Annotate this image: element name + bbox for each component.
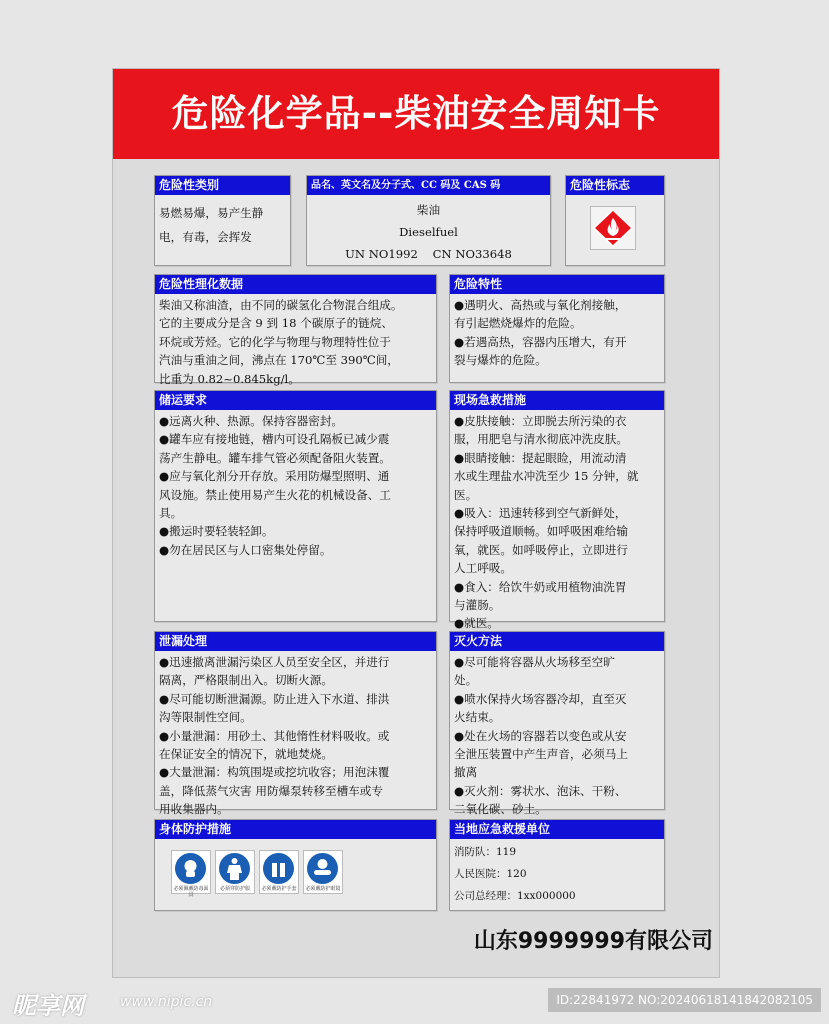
- physchem-line: 比重为 0.82~0.845kg/l。: [159, 371, 300, 386]
- gloves-icon: [259, 850, 299, 894]
- storage-line: ●远离火种、热源。保持容器密封。: [159, 414, 344, 428]
- leak-line: 盖，降低蒸气灾害 用防爆泵转移至槽车或专: [159, 783, 383, 798]
- hazard-mark-header: 危险性标志: [566, 176, 664, 195]
- leak-line: 在保证安全的情况下，就地焚烧。: [159, 747, 333, 762]
- first-aid-line: 氧，就医。如呼吸停止，立即进行: [454, 542, 628, 557]
- physchem-line: 汽油与重油之间，沸点在 170℃至 390℃间，: [159, 353, 399, 368]
- flammable-symbol-icon: [590, 206, 636, 250]
- first-aid-line: 医。: [454, 487, 478, 502]
- physchem-box: [154, 274, 437, 386]
- leak-line: ●小量泄漏：用砂土、其他惰性材料吸收。或: [159, 728, 390, 743]
- hazard-class-header: 危险性类别: [155, 176, 290, 195]
- watermark-url: www.nipic.cn: [120, 994, 213, 1010]
- emergency-header: 当地应急救援单位: [450, 820, 664, 839]
- first-aid-line: ●食入：给饮牛奶或用植物油洗胃: [454, 579, 627, 594]
- storage-header: 储运要求: [155, 391, 436, 410]
- leak-line: 隔离，严格限制出入。切断火源。: [159, 673, 333, 688]
- hazard-props-line: 有引起燃烧爆炸的危险。: [454, 316, 582, 331]
- ppe-caption: 必须戴防护手套: [261, 886, 297, 892]
- leak-line: ●尽可能切断泄漏源。防止进入下水道、排洪: [159, 691, 390, 706]
- first-aid-line: 保持呼吸道顺畅。如呼吸困难给输: [454, 524, 628, 539]
- product-name: 柴油: [416, 203, 441, 217]
- hazard-props-line: ●若遇高热，容器内压增大，有开: [454, 334, 627, 349]
- fire-box: [449, 631, 665, 817]
- hazard-props-line: 裂与爆炸的危险。: [454, 353, 547, 368]
- identity-header: 品名、英文名及分子式、CC 码及 CAS 码: [307, 176, 550, 195]
- storage-line: ●勿在居民区与人口密集处停留。: [159, 542, 332, 557]
- product-english-name: Dieselfuel: [399, 225, 458, 239]
- first-aid-line: ●皮肤接触：立即脱去所污染的衣: [454, 414, 627, 428]
- hazard-props-line: ●遇明火、高热或与氧化剂接触，: [454, 298, 627, 312]
- leak-line: ●大量泄漏：构筑围堤或挖坑收容；用泡沫覆: [159, 765, 390, 780]
- first-aid-line: 人工呼吸。: [454, 561, 512, 576]
- storage-line: 具。: [159, 506, 183, 521]
- ppe-caption: 必须穿防护服: [219, 886, 250, 892]
- first-aid-line: 与灌肠。: [454, 598, 501, 613]
- safety-card: [112, 68, 720, 978]
- first-aid-line: 服，用肥皂与清水彻底冲洗皮肤。: [454, 432, 628, 447]
- first-aid-line: 水或生理盐水冲洗至少 15 分钟，就: [454, 469, 639, 484]
- protection-header: 身体防护措施: [155, 820, 436, 839]
- physchem-header: 危险性理化数据: [155, 275, 436, 294]
- emergency-box: [449, 819, 665, 911]
- first-aid-line: ●就医。: [454, 616, 499, 631]
- physchem-line: 它的主要成分是含 9 到 18 个碳原子的链烷、: [159, 316, 393, 331]
- storage-box: [154, 390, 437, 622]
- fire-header: 灭火方法: [450, 632, 664, 651]
- storage-line: 风设施。禁止使用易产生火花的机械设备、工: [159, 487, 391, 502]
- ppe-caption: 必须戴防护眼镜: [305, 886, 341, 892]
- hospital-contact: 人民医院：120: [454, 868, 527, 880]
- hazard-props-box: [449, 274, 665, 383]
- fire-line: 二氧化碳、砂土。: [454, 802, 547, 817]
- fire-line: 火结束。: [454, 710, 501, 725]
- face-mask-icon: [171, 850, 211, 898]
- first-aid-line: ●吸入：迅速转移到空气新鲜处，: [454, 506, 627, 521]
- storage-line: ●罐车应有接地链，槽内可设孔隔板已减少震: [159, 432, 390, 447]
- ppe-caption: 必须佩戴防毒面具: [173, 886, 209, 898]
- first-aid-box: [449, 390, 665, 631]
- watermark-bar: [0, 982, 829, 1024]
- hazard-props-header: 危险特性: [450, 275, 664, 294]
- first-aid-header: 现场急救措施: [450, 391, 664, 410]
- card-title: 危险化学品--柴油安全周知卡: [171, 92, 661, 135]
- hazard-class-line: 易燃易爆，易产生静: [159, 206, 264, 220]
- manager-contact: 公司总经理：1xx000000: [454, 890, 576, 902]
- protective-suit-icon: [215, 850, 255, 894]
- fire-line: ●喷水保持火场容器冷却，直至灭: [454, 691, 627, 706]
- identity-box: [306, 175, 551, 266]
- leak-header: 泄漏处理: [155, 632, 436, 651]
- protection-box: [154, 819, 437, 911]
- leak-line: ●迅速撤离泄漏污染区人员至安全区，并进行: [159, 655, 390, 669]
- fire-line: 处。: [454, 673, 478, 688]
- storage-line: 荡产生静电。罐车排气管必须配备阻火装置。: [159, 450, 391, 465]
- watermark-id: ID:22841972 NO:20240618141842082105: [548, 988, 821, 1012]
- fire-line: 撤离: [454, 765, 478, 780]
- title-bar: [113, 69, 719, 159]
- fire-dept-contact: 消防队：119: [454, 846, 517, 858]
- hazard-mark-box: [565, 175, 665, 266]
- storage-line: ●搬运时要轻装轻卸。: [159, 524, 274, 539]
- watermark-logo: 昵享网: [12, 992, 84, 1020]
- leak-line: 沟等限制性空间。: [159, 710, 252, 725]
- physchem-line: 环烷或芳烃。它的化学与物理与物理特性位于: [159, 334, 391, 349]
- physchem-line: 柴油又称油渣，由不同的碳氢化合物混合组成。: [159, 298, 403, 312]
- storage-line: ●应与氧化剂分开存放。采用防爆型照明、通: [159, 469, 390, 484]
- fire-line: ●尽可能将容器从火场移至空旷: [454, 655, 615, 669]
- goggles-icon: [303, 850, 343, 894]
- leak-line: 用收集器内。: [159, 802, 229, 817]
- company-name: 山东9999999有限公司: [473, 929, 713, 954]
- fire-line: 全泄压装置中产生声音，必须马上: [454, 747, 628, 762]
- product-codes: UN NO1992 CN NO33648: [345, 247, 512, 261]
- hazard-class-line: 电，有毒，会挥发: [159, 230, 252, 244]
- fire-line: ●处在火场的容器若以变色或从安: [454, 728, 627, 743]
- fire-line: ●灭火剂：雾状水、泡沫、干粉、: [454, 783, 627, 798]
- hazard-class-box: [154, 175, 291, 266]
- leak-box: [154, 631, 437, 817]
- first-aid-line: ●眼睛接触：提起眼睑，用流动清: [454, 450, 627, 465]
